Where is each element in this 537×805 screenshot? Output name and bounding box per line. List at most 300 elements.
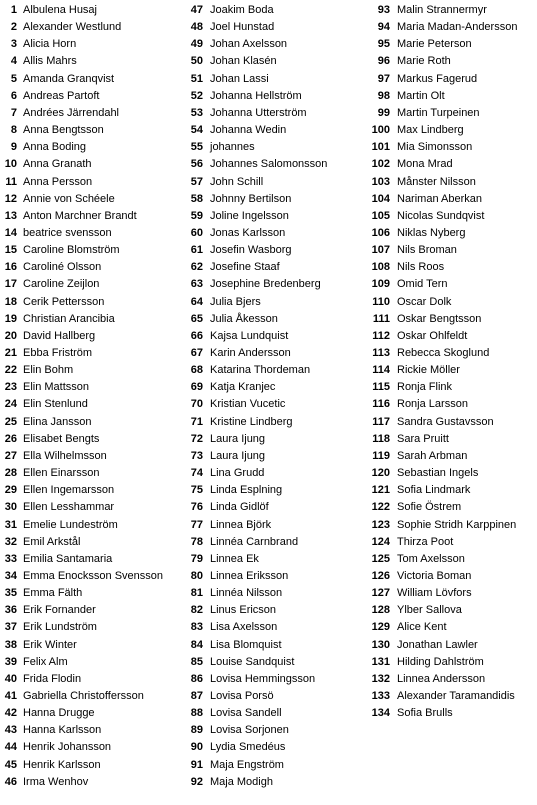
entry-number: 33 [4, 552, 17, 565]
entry-name: Tom Axelsson [397, 552, 465, 565]
entry-name: Katja Kranjec [210, 381, 276, 394]
entry-number: 113 [372, 347, 390, 359]
entry-name: Mia Simonsson [397, 141, 473, 154]
entry-name: Gabriella Christoffersson [23, 690, 144, 702]
entry-name: Julia Bjers [210, 295, 261, 308]
entry-name: Sophie Stridh Karppinen [397, 518, 517, 531]
entry-name: Joel Hunstad [210, 21, 275, 34]
entry-name: Elina Jansson [23, 415, 92, 428]
entry-number: 63 [190, 278, 203, 291]
entry-number: 16 [4, 261, 17, 274]
entry-name: Annie von Schéele [23, 192, 115, 205]
entry-name: Johan Axelsson [210, 38, 288, 51]
entry-number: 112 [372, 329, 390, 342]
entry-name: Maria Madan-Andersson [397, 21, 518, 34]
entry-name: Henrik Johansson [23, 741, 112, 754]
entry-number: 122 [371, 501, 390, 514]
entry-number: 95 [377, 38, 390, 51]
entry-name: Linus Ericson [210, 604, 277, 617]
entry-number: 68 [190, 364, 203, 377]
entry-number: 96 [377, 55, 390, 68]
entry-name: Rebecca Skoglund [397, 347, 490, 359]
entry-number: 131 [371, 655, 390, 668]
entry-name: Lovisa Hemmingsson [210, 672, 316, 685]
entry-name: Sebastian Ingels [397, 467, 479, 479]
entry-number: 126 [371, 569, 390, 582]
entry-number: 82 [190, 604, 203, 617]
entry-number: 80 [190, 569, 203, 582]
list-item [0, 88, 537, 105]
entry-number: 37 [4, 621, 17, 634]
entry-name: Albulena Husaj [23, 4, 97, 16]
entry-number: 31 [4, 518, 17, 531]
list-item [0, 53, 537, 70]
entry-name: Andreas Partoft [23, 89, 100, 102]
entry-number: 86 [190, 672, 203, 685]
entry-number: 50 [190, 55, 203, 68]
list-item [0, 465, 537, 482]
entry-number: 129 [371, 621, 390, 634]
entry-name: William Lövfors [397, 587, 472, 600]
entry-name: Lovisa Porsö [210, 690, 274, 702]
entry-name: Hanna Karlsson [23, 724, 102, 737]
entry-number: 104 [371, 192, 390, 205]
entry-number: 46 [4, 775, 17, 788]
entry-name: Ellen Ingemarsson [23, 484, 115, 497]
list-item [0, 414, 537, 431]
entry-name: Sofia Lindmark [397, 484, 471, 497]
entry-name: Lovisa Sandell [210, 707, 282, 720]
entry-name: Linnea Andersson [397, 672, 486, 685]
list-item [0, 19, 537, 36]
entry-name: Ylber Sallova [397, 604, 462, 617]
entry-name: Alexander Westlund [23, 21, 122, 34]
list-item [0, 191, 537, 208]
entry-number: 115 [372, 381, 390, 394]
entry-number: 81 [190, 587, 203, 600]
entry-number: 123 [371, 518, 390, 531]
entry-name: Irma Wenhov [23, 775, 89, 788]
entry-name: Martin Olt [397, 89, 445, 102]
entry-number: 45 [4, 758, 17, 771]
list-item [0, 619, 537, 636]
entry-number: 8 [10, 124, 17, 136]
entry-name: Linda Gidlöf [210, 501, 269, 514]
entry-name: Oskar Ohlfeldt [397, 329, 468, 342]
entry-number: 132 [371, 672, 390, 685]
entry-number: 12 [4, 192, 17, 205]
entry-name: Omid Tern [397, 278, 448, 291]
entry-name: Elin Mattsson [23, 381, 90, 394]
entry-number: 1 [10, 4, 17, 16]
entry-name: Louise Sandquist [210, 655, 295, 668]
list-item [0, 671, 537, 688]
entry-number: 119 [372, 449, 390, 462]
entry-number: 114 [372, 364, 390, 377]
entry-name: Erik Lundström [23, 621, 97, 634]
entry-name: Elin Bohm [23, 364, 74, 377]
list-item [0, 2, 537, 19]
entry-number: 98 [377, 89, 390, 102]
entry-number: 77 [190, 518, 203, 531]
entry-number: 102 [371, 158, 390, 171]
entry-name: Lydia Smedéus [210, 741, 286, 754]
entry-number: 133 [371, 690, 390, 702]
entry-name: Jonathan Lawler [397, 638, 478, 651]
entry-number: 66 [190, 329, 203, 342]
entry-name: Elin Stenlund [23, 398, 88, 411]
entry-number: 99 [377, 106, 390, 119]
entry-number: 26 [4, 432, 17, 445]
entry-number: 11 [5, 175, 17, 188]
list-item [0, 431, 537, 448]
entry-number: 127 [371, 587, 390, 600]
list-item [0, 499, 537, 516]
entry-number: 93 [377, 4, 390, 16]
list-item [0, 156, 537, 173]
entry-name: Oskar Bengtsson [397, 312, 482, 325]
entry-number: 15 [4, 244, 17, 257]
list-item [0, 328, 537, 345]
entry-name: Sofie Östrem [397, 501, 462, 514]
entry-number: 39 [4, 655, 17, 668]
entry-name: Malin Strannermyr [397, 4, 487, 16]
entry-name: Sandra Gustavsson [397, 415, 494, 428]
entry-number: 61 [190, 244, 203, 257]
entry-number: 89 [190, 724, 203, 737]
entry-name: Johnny Bertilson [210, 192, 292, 205]
entry-number: 125 [371, 552, 390, 565]
entry-number: 69 [190, 381, 203, 394]
entry-number: 73 [190, 449, 203, 462]
entry-number: 7 [10, 106, 17, 119]
list-item [0, 259, 537, 276]
entry-name: David Hallberg [23, 329, 96, 342]
list-item [0, 379, 537, 396]
entry-number: 130 [371, 638, 390, 651]
entry-number: 5 [10, 72, 17, 85]
entry-number: 107 [371, 244, 390, 257]
entry-name: Sarah Arbman [397, 449, 468, 462]
entry-number: 51 [190, 72, 203, 85]
entry-name: Victoria Boman [397, 569, 472, 582]
entry-number: 100 [371, 124, 390, 136]
entry-name: Josefin Wasborg [210, 244, 292, 257]
entry-name: Anna Boding [23, 141, 86, 154]
entry-number: 25 [4, 415, 17, 428]
list-item [0, 654, 537, 671]
list-item [0, 345, 537, 362]
entry-number: 111 [372, 312, 390, 325]
entry-number: 13 [4, 209, 17, 222]
entry-name: Ronja Flink [397, 381, 453, 394]
entry-number: 3 [10, 38, 17, 51]
entry-name: johannes [210, 141, 255, 154]
list-item [0, 637, 537, 654]
entry-number: 36 [4, 604, 17, 617]
entry-name: Johan Lassi [210, 72, 269, 85]
entry-name: Erik Fornander [23, 604, 96, 617]
entry-name: Amanda Granqvist [23, 72, 115, 85]
entry-name: Andrées Järrendahl [23, 106, 120, 119]
entry-name: Emelie Lundeström [23, 518, 118, 531]
entry-number: 41 [4, 690, 17, 702]
entry-name: Ella Wilhelmsson [23, 449, 107, 462]
entry-name: Erik Winter [23, 638, 77, 651]
entry-name: Caroline Zeijlon [23, 278, 100, 291]
entry-number: 92 [190, 775, 203, 788]
list-item [0, 517, 537, 534]
entry-number: 34 [4, 569, 17, 582]
entry-number: 97 [377, 72, 390, 85]
list-item [0, 139, 537, 156]
entry-name: Joakim Boda [210, 4, 274, 16]
list-item [0, 602, 537, 619]
entry-number: 128 [371, 604, 390, 617]
list-item [0, 448, 537, 465]
entry-name: Alice Kent [397, 621, 447, 634]
entry-number: 29 [4, 484, 17, 497]
entry-number: 23 [4, 381, 17, 394]
entry-name: Ellen Lesshammar [23, 501, 115, 514]
entry-name: Ebba Friström [23, 347, 93, 359]
entry-number: 134 [371, 707, 390, 720]
entry-name: Niklas Nyberg [397, 226, 466, 239]
entry-number: 59 [190, 209, 203, 222]
entry-number: 57 [190, 175, 203, 188]
entry-name: Alexander Taramandidis [397, 690, 515, 702]
entry-name: Linnea Björk [210, 518, 272, 531]
list-item [0, 739, 360, 756]
entry-name: Allis Mahrs [23, 55, 77, 68]
entry-name: Josephine Bredenberg [210, 278, 321, 291]
entry-number: 91 [190, 758, 203, 771]
entry-name: Lovisa Sorjonen [210, 724, 289, 737]
entry-number: 108 [371, 261, 390, 274]
entry-number: 71 [190, 415, 203, 428]
entry-number: 10 [4, 158, 17, 171]
entry-number: 38 [4, 638, 17, 651]
entry-number: 27 [4, 449, 17, 462]
entry-number: 94 [377, 21, 390, 34]
entry-name: Elisabet Bengts [23, 432, 100, 445]
entry-number: 48 [190, 21, 203, 34]
list-item [0, 311, 537, 328]
entry-name: Marie Roth [397, 55, 451, 68]
entry-number: 67 [190, 347, 203, 359]
entry-number: 65 [190, 312, 203, 325]
entry-name: Nils Broman [397, 244, 457, 257]
entry-number: 103 [371, 175, 390, 188]
entry-name: Karin Andersson [210, 347, 291, 359]
entry-name: Emilia Santamaria [23, 552, 113, 565]
entry-number: 20 [4, 329, 17, 342]
list-item [0, 71, 537, 88]
entry-name: Mona Mrad [397, 158, 453, 171]
entry-name: Linnéa Carnbrand [210, 535, 299, 548]
entry-name: beatrice svensson [23, 226, 112, 239]
entry-number: 22 [4, 364, 17, 377]
list-item [0, 105, 537, 122]
entry-number: 52 [190, 89, 203, 102]
entry-name: Emma Enocksson Svensson [23, 569, 164, 582]
entry-number: 116 [372, 398, 390, 411]
list-item [0, 551, 537, 568]
entry-name: Julia Åkesson [210, 312, 278, 325]
entry-name: Anna Persson [23, 175, 93, 188]
entry-number: 44 [4, 741, 17, 754]
list-item [0, 208, 537, 225]
entry-name: Maja Engström [210, 758, 284, 771]
entry-number: 64 [190, 295, 203, 308]
entry-name: Johannes Salomonsson [210, 158, 328, 171]
entry-name: Linnea Ek [210, 552, 259, 565]
entry-name: Ellen Einarsson [23, 467, 100, 479]
entry-name: Linnea Eriksson [210, 569, 289, 582]
list-item [0, 174, 537, 191]
entry-number: 6 [10, 89, 17, 102]
entry-name: Anna Granath [23, 158, 92, 171]
entry-number: 106 [371, 226, 390, 239]
list-item [0, 774, 360, 791]
entry-number: 24 [4, 398, 17, 411]
entry-name: Lisa Axelsson [210, 621, 278, 634]
entry-name: Anton Marchner Brandt [23, 209, 137, 222]
entry-name: Max Lindberg [397, 124, 464, 136]
entry-name: Johanna Utterström [210, 106, 307, 119]
list-item [0, 396, 537, 413]
entry-number: 21 [4, 347, 17, 359]
entry-number: 53 [190, 106, 203, 119]
entry-name: Linda Esplning [210, 484, 283, 497]
list-item [0, 276, 537, 293]
entry-name: Sofia Brulls [397, 707, 453, 720]
entry-name: Marie Peterson [397, 38, 472, 51]
entry-number: 87 [190, 690, 203, 702]
entry-number: 18 [4, 295, 17, 308]
entry-number: 110 [372, 295, 390, 308]
entry-number: 72 [190, 432, 203, 445]
entry-name: Jonas Karlsson [210, 226, 286, 239]
entry-name: Johanna Wedin [210, 124, 287, 136]
entry-number: 47 [190, 4, 203, 16]
entry-name: John Schill [210, 175, 264, 188]
list-item [0, 534, 537, 551]
entry-number: 74 [190, 467, 203, 479]
entry-name: Kristian Vucetic [210, 398, 286, 411]
entry-name: Henrik Karlsson [23, 758, 101, 771]
list-item [0, 242, 537, 259]
entry-number: 30 [4, 501, 17, 514]
entry-name: Hanna Drugge [23, 707, 95, 720]
entry-name: Johanna Hellström [210, 89, 302, 102]
entry-name: Felix Alm [23, 655, 68, 668]
entry-name: Cerik Pettersson [23, 295, 105, 308]
list-item [0, 122, 537, 139]
entry-number: 124 [371, 535, 390, 548]
list-item [0, 225, 537, 242]
entry-name: Kajsa Lundquist [210, 329, 289, 342]
entry-number: 17 [4, 278, 17, 291]
entry-number: 56 [190, 158, 203, 171]
entry-name: Ronja Larsson [397, 398, 468, 411]
entry-name: Kristine Lindberg [210, 415, 293, 428]
entry-name: Katarina Thordeman [210, 364, 311, 377]
entry-number: 9 [10, 141, 17, 154]
entry-name: Maja Modigh [210, 775, 273, 788]
entry-name: Josefine Staaf [210, 261, 280, 274]
entry-name: Martin Turpeinen [397, 106, 480, 119]
entry-number: 14 [4, 226, 17, 239]
entry-number: 83 [190, 621, 203, 634]
entry-name: Rickie Möller [397, 364, 460, 377]
entry-number: 28 [4, 467, 17, 479]
entry-number: 75 [190, 484, 203, 497]
entry-name: Caroliné Olsson [23, 261, 102, 274]
list-item [0, 757, 360, 774]
list-item [0, 362, 537, 379]
entry-name: Joline Ingelsson [210, 209, 289, 222]
entry-name: Sara Pruitt [397, 432, 449, 445]
list-item [0, 482, 537, 499]
entry-number: 85 [190, 655, 203, 668]
entry-number: 54 [190, 124, 203, 136]
entry-number: 60 [190, 226, 203, 239]
entry-number: 105 [371, 209, 390, 222]
entry-name: Anna Bengtsson [23, 124, 104, 136]
entry-number: 118 [372, 432, 390, 445]
entry-name: Oscar Dolk [397, 295, 452, 308]
entry-number: 70 [190, 398, 203, 411]
entry-number: 120 [371, 467, 390, 479]
entry-name: Emil Arkstål [23, 535, 81, 548]
entry-name: Frida Flodin [23, 672, 82, 685]
entry-number: 49 [190, 38, 203, 51]
entry-name: Laura Ijung [210, 432, 266, 445]
entry-number: 84 [190, 638, 203, 651]
entry-number: 76 [190, 501, 203, 514]
entry-number: 90 [190, 741, 203, 754]
entry-name: Månster Nilsson [397, 175, 476, 188]
list-item [0, 294, 537, 311]
entry-name: Christian Arancibia [23, 312, 115, 325]
entry-number: 79 [190, 552, 203, 565]
entry-name: Hilding Dahlström [397, 655, 484, 668]
entry-name: Nicolas Sundqvist [397, 209, 485, 222]
entry-number: 117 [372, 415, 390, 428]
list-item [0, 688, 537, 705]
entry-number: 55 [190, 141, 203, 154]
entry-number: 42 [4, 707, 17, 720]
entry-number: 109 [371, 278, 390, 291]
entry-number: 2 [10, 21, 17, 34]
entry-number: 43 [4, 724, 17, 737]
entry-name: Nariman Aberkan [397, 192, 482, 205]
entry-number: 62 [190, 261, 203, 274]
entry-number: 101 [371, 141, 390, 154]
list-item [0, 705, 537, 722]
entry-number: 58 [190, 192, 203, 205]
entry-number: 35 [4, 587, 17, 600]
entry-number: 121 [371, 484, 390, 497]
list-item [0, 568, 537, 585]
list-item [0, 585, 537, 602]
entry-name: Laura Ijung [210, 449, 266, 462]
entry-name: Alicia Horn [23, 38, 77, 51]
entry-name: Nils Roos [397, 261, 445, 274]
entry-name: Emma Fälth [23, 587, 83, 600]
entry-name: Caroline Blomström [23, 244, 120, 257]
